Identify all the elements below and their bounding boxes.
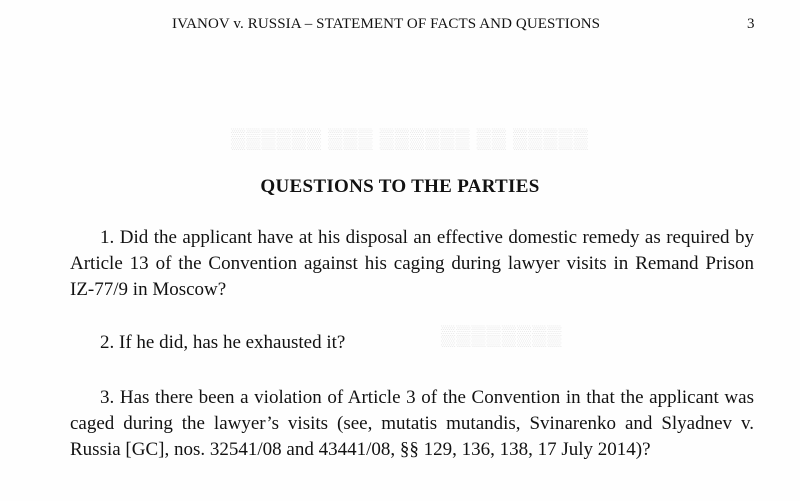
section-heading: QUESTIONS TO THE PARTIES <box>260 176 540 197</box>
question-1: 1. Did the applicant have at his disposal an effective domestic remedy as required by Article 13 of the Convention against his caging during lawyer visits in Remand Prison IZ-77/9 in Moscow? <box>70 227 754 300</box>
header-title: IVANOV v. RUSSIA – STATEMENT OF FACTS AND QUESTIONS <box>172 16 601 32</box>
show-through-text: ▒▒▒▒▒▒▒▒ <box>440 325 562 347</box>
page-number: 3 <box>747 16 755 32</box>
questions-list <box>70 225 754 463</box>
question-2: 2. If he did, has he exhausted it? <box>100 332 346 353</box>
question-3: 3. Has there been a violation of Article 3 of the Convention in that the applicant was caged during the lawyer’s visits (see, mutatis mutandis, Svinarenko and Slyadnev v. Russia [GC], nos. 32541/08 and 43441/08, §§ 129, 136, 138, 17 July 2014)? <box>70 387 754 460</box>
running-header <box>0 16 800 40</box>
show-through-text: ▒▒▒▒▒ ▒▒ ▒▒▒▒▒▒ ▒▒▒ ▒▒▒▒▒▒ <box>230 128 588 150</box>
